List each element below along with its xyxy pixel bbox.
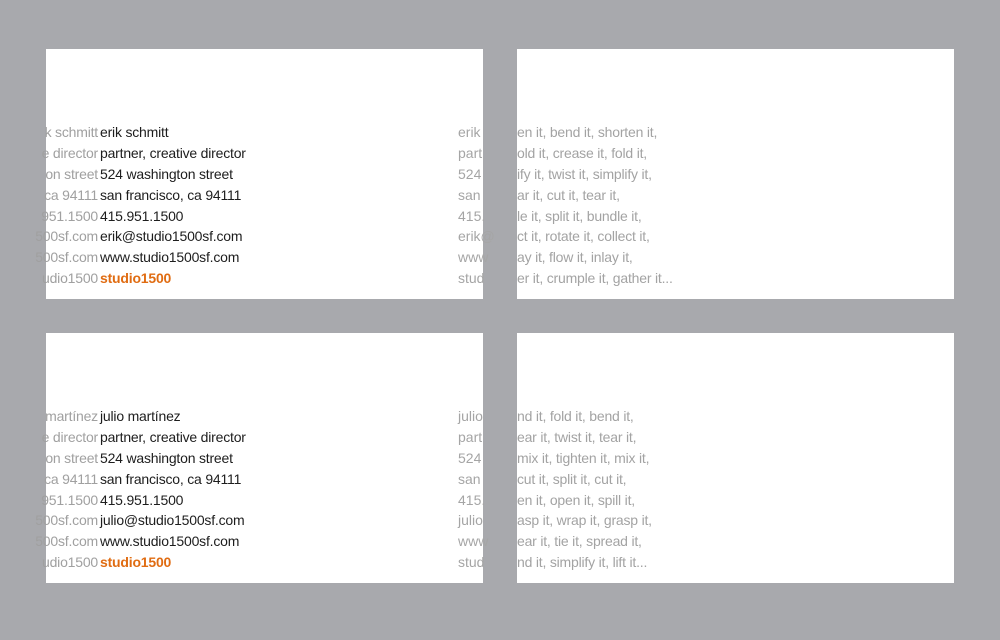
spill-line: www [458, 249, 489, 266]
back-line: ct it, rotate it, collect it, [517, 228, 650, 245]
back-line: ear it, tie it, spread it, [517, 533, 642, 550]
echo-text-column [35, 406, 98, 573]
echo-line: udio1500 [41, 270, 98, 287]
business-card-front-julio [35, 333, 489, 583]
spill-text-column [458, 406, 489, 573]
spill-line: part [458, 428, 483, 445]
business-card-back-erik [517, 49, 954, 299]
back-line: nd it, fold it, bend it, [517, 408, 634, 424]
brand-name: studio1500 [100, 270, 172, 287]
spill-line: 415. [458, 207, 486, 224]
back-line: ar it, cut it, tear it, [517, 186, 620, 203]
business-card-back-julio [517, 333, 954, 583]
contact-phone: 415.951.1500 [100, 491, 184, 508]
spill-line: erik [458, 124, 481, 140]
echo-line: e director [41, 144, 98, 161]
back-line: nd it, simplify it, lift it... [517, 554, 648, 571]
spill-line: www [458, 533, 489, 550]
echo-line: 500sf.com [35, 249, 98, 266]
contact-title: partner, creative director [100, 428, 246, 445]
back-line: mix it, tighten it, mix it, [517, 449, 650, 466]
spill-text-column [458, 122, 495, 289]
spill-line: 415. [458, 491, 486, 508]
contact-website: www.studio1500sf.com [100, 533, 240, 550]
echo-line: udio1500 [41, 554, 98, 571]
back-text-pattern [517, 122, 673, 289]
spill-line: julio [458, 408, 483, 424]
echo-line: ca 94111 [44, 186, 98, 203]
spill-line: julio [458, 512, 483, 529]
back-line: ify it, twist it, simplify it, [517, 165, 652, 182]
spill-line: 524 [458, 449, 482, 466]
back-line: cut it, split it, cut it, [517, 470, 627, 487]
back-line: old it, crease it, fold it, [517, 144, 647, 161]
echo-line: martínez [45, 408, 98, 424]
contact-city: san francisco, ca 94111 [100, 186, 242, 203]
back-line: ay it, flow it, inlay it, [517, 249, 633, 266]
contact-details [100, 122, 246, 289]
echo-line: 500sf.com [35, 512, 98, 529]
spill-line: stud [458, 554, 485, 571]
echo-line: 951.1500 [41, 207, 98, 224]
contact-email: erik@studio1500sf.com [100, 228, 243, 245]
back-line: le it, split it, bundle it, [517, 207, 642, 224]
contact-street: 524 washington street [100, 165, 233, 182]
echo-line: 500sf.com [35, 228, 98, 245]
contact-name: julio martínez [100, 408, 181, 424]
echo-line: on street [45, 449, 98, 466]
contact-city: san francisco, ca 94111 [100, 470, 242, 487]
spill-line: san [458, 186, 481, 203]
echo-line: on street [45, 165, 98, 182]
contact-street: 524 washington street [100, 449, 233, 466]
contact-phone: 415.951.1500 [100, 207, 184, 224]
echo-line: k schmitt [44, 124, 98, 140]
business-card-front-erik [35, 49, 495, 299]
contact-website: www.studio1500sf.com [100, 249, 240, 266]
back-line: ear it, twist it, tear it, [517, 428, 637, 445]
contact-title: partner, creative director [100, 144, 246, 161]
echo-line: 951.1500 [41, 491, 98, 508]
echo-line: ca 94111 [44, 470, 98, 487]
echo-line: e director [41, 428, 98, 445]
back-line: asp it, wrap it, grasp it, [517, 512, 652, 529]
back-text-pattern [517, 406, 652, 573]
back-line: en it, open it, spill it, [517, 491, 635, 508]
spill-line: 524 [458, 165, 482, 182]
spill-line: part [458, 144, 483, 161]
spill-line: stud [458, 270, 485, 287]
brand-name: studio1500 [100, 554, 172, 571]
spill-line: san [458, 470, 481, 487]
back-line: en it, bend it, shorten it, [517, 124, 658, 140]
contact-details [100, 406, 246, 573]
contact-email: julio@studio1500sf.com [100, 512, 245, 529]
spill-line: erik@ [458, 228, 495, 245]
contact-name: erik schmitt [100, 124, 169, 140]
echo-text-column [35, 122, 98, 289]
back-line: er it, crumple it, gather it... [517, 270, 673, 287]
echo-line: 500sf.com [35, 533, 98, 550]
